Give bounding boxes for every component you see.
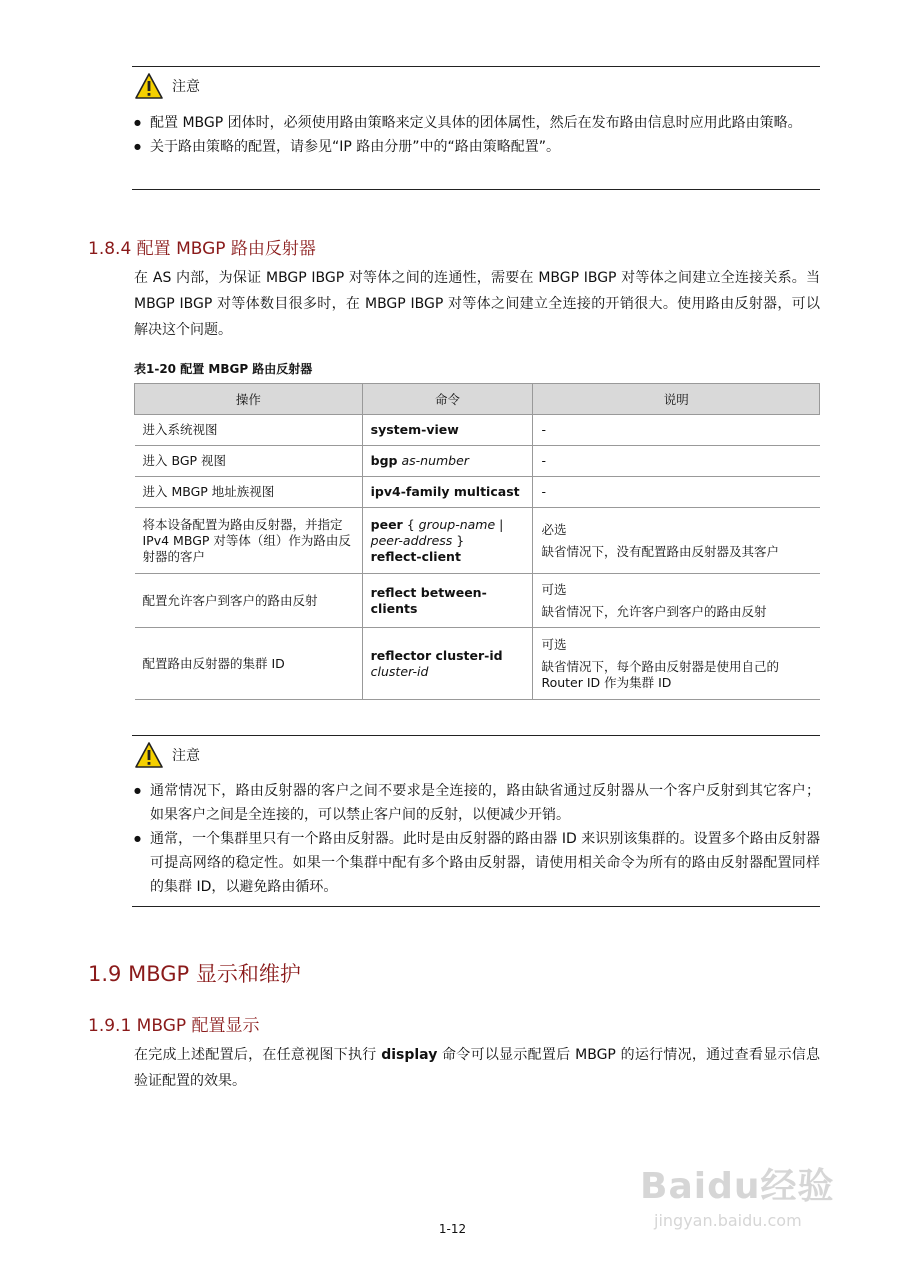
note2-heading: [134, 741, 200, 769]
table-row: [135, 477, 820, 508]
table-header-row: [135, 384, 820, 415]
table-row: [135, 415, 820, 446]
cell-command: [362, 446, 533, 477]
required-flag: 必选: [541, 521, 567, 537]
list-item: ● 通常情况下，路由反射器的客户之间不要求是全连接的，路由缺省通过反射器从一个客户反射到其它客户；如果客户之间是全连接的，可以禁止客户间的反射，以便减少开销。: [134, 779, 820, 827]
cell-command: [362, 477, 533, 508]
command-keyword: display: [381, 1047, 438, 1063]
cell-description: -: [533, 477, 820, 508]
cell-description: -: [533, 415, 820, 446]
command-keyword: bgp: [370, 453, 398, 468]
command-keyword: ipv4-family multicast: [370, 484, 520, 499]
paragraph-text: 命令可以显示配置后 MBGP 的运行情况，通过查看显示信息验证配置的效果。: [134, 1047, 821, 1089]
cell-command: [362, 628, 533, 700]
cell-operation: 进入系统视图: [135, 415, 363, 446]
header-command: 命令: [362, 384, 533, 415]
cell-command: [362, 508, 533, 574]
table-row: [135, 628, 820, 700]
command-keyword: reflect between-clients: [370, 584, 487, 616]
separator-bar: |: [499, 516, 504, 532]
baidu-watermark: [640, 1158, 834, 1230]
note1-heading-text: 注意: [172, 79, 200, 95]
table-row: [135, 508, 820, 574]
section-intro-paragraph: 在 AS 内部，为保证 MBGP IBGP 对等体之间的连通性，需要在 MBGP IBGP 对等体之间建立全连接关系。当 MBGP IBGP 对等体数目很多时，在 MBGP IBGP 对等体之间建立全连接的开销很大。使用路由反射器，可以解决这个问题。: [134, 270, 820, 338]
note1-bottom-rule: [132, 189, 820, 190]
header-operation: 操作: [135, 384, 363, 415]
cell-description: -: [533, 446, 820, 477]
command-argument: as-number: [401, 453, 469, 468]
default-note: 缺省情况下，允许客户到客户的路由反射: [541, 603, 767, 619]
section-heading-1-9-1: 1.9.1 MBGP 配置显示: [88, 1016, 260, 1036]
optional-flag: 可选: [541, 636, 567, 652]
section-heading-1-9: 1.9 MBGP 显示和维护: [88, 962, 301, 986]
note1-top-rule: [132, 66, 820, 67]
watermark-logo-text: Baidu经验: [640, 1166, 835, 1207]
cell-operation: 配置路由反射器的集群 ID: [135, 628, 363, 700]
command-keyword: peer: [370, 516, 403, 532]
command-argument: group-name: [418, 516, 496, 532]
cell-description: [533, 508, 820, 574]
cell-description: [533, 574, 820, 628]
list-item: ● 通常，一个集群里只有一个路由反射器。此时是由反射器的路由器 ID 来识别该集群的。设置多个路由反射器可提高网络的稳定性。如果一个集群中配有多个路由反射器，请使用相关命令为所有的路由反射器配置同样的集群 ID，以避免路由循环。: [134, 827, 820, 899]
cell-operation: 将本设备配置为路由反射器，并指定 IPv4 MBGP 对等体（组）作为路由反射器的客户: [135, 508, 363, 574]
list-item: ● 关于路由策略的配置，请参见“IP 路由分册”中的“路由策略配置”。: [134, 135, 820, 159]
command-keyword: reflect-client: [370, 548, 461, 564]
note2-top-rule: [132, 735, 820, 736]
table-caption: 表1-20 配置 MBGP 路由反射器: [134, 362, 313, 376]
warning-icon: [134, 72, 164, 100]
table-row: [135, 574, 820, 628]
section-1-9-1-paragraph: [134, 1042, 820, 1094]
list-item: ● 配置 MBGP 团体时，必须使用路由策略来定义具体的团体属性，然后在发布路由信息时应用此路由策略。: [134, 111, 820, 135]
cell-command: [362, 574, 533, 628]
default-note: 缺省情况下，没有配置路由反射器及其客户: [541, 543, 779, 559]
warning-icon: [134, 741, 164, 769]
brace-open: {: [406, 516, 415, 532]
brace-close: }: [456, 532, 465, 548]
default-note: 缺省情况下，每个路由反射器是使用自己的 Router ID 作为集群 ID: [541, 658, 779, 690]
cell-command: [362, 415, 533, 446]
note2-bottom-rule: [132, 906, 820, 907]
note2-heading-text: 注意: [172, 748, 200, 764]
optional-flag: 可选: [541, 581, 567, 597]
command-keyword: reflector cluster-id: [370, 647, 503, 663]
header-description: 说明: [533, 384, 820, 415]
config-table: [134, 383, 820, 700]
watermark-url: jingyan.baidu.com: [654, 1211, 802, 1230]
table-row: [135, 446, 820, 477]
page-number: 1-12: [438, 1222, 467, 1236]
paragraph-text: 在完成上述配置后，在任意视图下执行: [134, 1047, 382, 1063]
section-heading-1-8-4: 1.8.4 配置 MBGP 路由反射器: [88, 239, 316, 259]
cell-operation: 配置允许客户到客户的路由反射: [135, 574, 363, 628]
command-keyword: system-view: [370, 422, 459, 437]
note1-list: [134, 111, 820, 159]
note2-list: [134, 779, 820, 899]
command-argument: cluster-id: [370, 663, 429, 679]
note1-heading: [134, 72, 200, 100]
cell-operation: 进入 MBGP 地址族视图: [135, 477, 363, 508]
cell-operation: 进入 BGP 视图: [135, 446, 363, 477]
command-argument: peer-address: [370, 532, 453, 548]
cell-description: [533, 628, 820, 700]
